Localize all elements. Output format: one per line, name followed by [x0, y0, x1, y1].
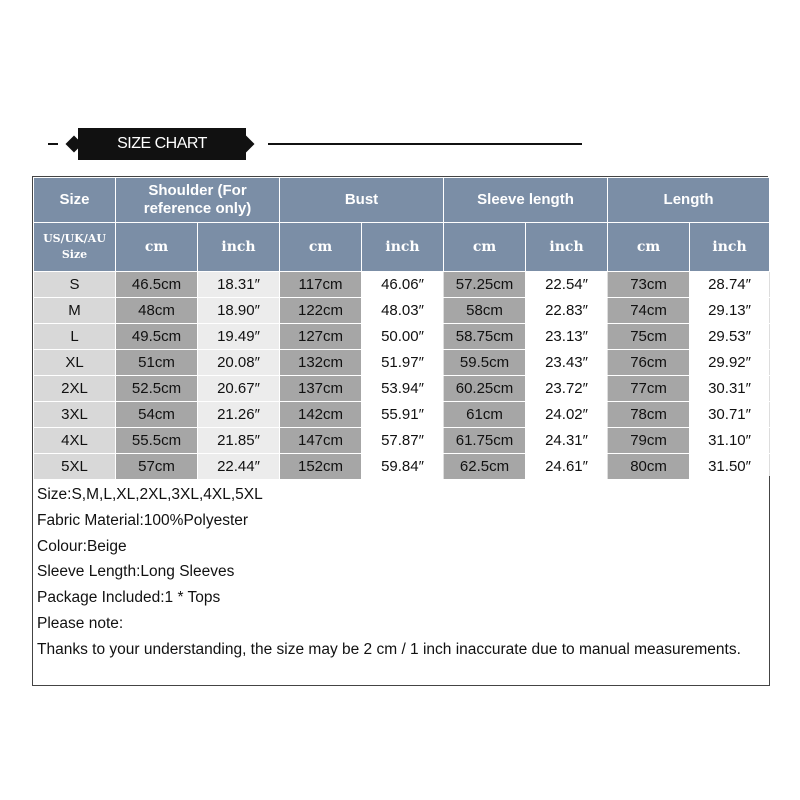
cell-shoulder-cm: 51cm — [116, 350, 198, 376]
size-label: Size — [61, 248, 88, 261]
us-uk-au-label: US/UK/AU — [43, 232, 106, 245]
cell-bust-inch: 57.87″ — [362, 428, 444, 454]
cell-shoulder-cm: 54cm — [116, 402, 198, 428]
unit-cm: cm — [116, 223, 198, 272]
cell-sleeve-inch: 23.43″ — [526, 350, 608, 376]
cell-bust-cm: 127cm — [280, 324, 362, 350]
cell-length-cm: 73cm — [608, 272, 690, 298]
cell-sleeve-inch: 22.83″ — [526, 298, 608, 324]
header-us-uk-au-size — [34, 223, 116, 272]
cell-shoulder-cm: 52.5cm — [116, 376, 198, 402]
cell-bust-cm: 152cm — [280, 454, 362, 480]
cell-size: M — [34, 298, 116, 324]
cell-shoulder-inch: 21.26″ — [198, 402, 280, 428]
cell-bust-cm: 147cm — [280, 428, 362, 454]
cell-length-inch: 29.92″ — [690, 350, 770, 376]
cell-shoulder-cm: 57cm — [116, 454, 198, 480]
cell-sleeve-inch: 24.02″ — [526, 402, 608, 428]
cell-size: 4XL — [34, 428, 116, 454]
decorative-dash — [48, 143, 58, 145]
cell-shoulder-inch: 20.08″ — [198, 350, 280, 376]
cell-bust-cm: 137cm — [280, 376, 362, 402]
cell-shoulder-inch: 18.90″ — [198, 298, 280, 324]
header-size: Size — [34, 178, 116, 223]
table-row — [34, 350, 770, 376]
cell-bust-inch: 51.97″ — [362, 350, 444, 376]
cell-bust-inch: 59.84″ — [362, 454, 444, 480]
cell-shoulder-cm: 48cm — [116, 298, 198, 324]
cell-sleeve-cm: 61.75cm — [444, 428, 526, 454]
info-fabric: Fabric Material:100%Polyester — [37, 511, 249, 529]
unit-cm: cm — [608, 223, 690, 272]
cell-shoulder-inch: 18.31″ — [198, 272, 280, 298]
cell-shoulder-cm: 55.5cm — [116, 428, 198, 454]
cell-length-cm: 79cm — [608, 428, 690, 454]
info-note-heading: Please note: — [37, 614, 124, 632]
cell-sleeve-inch: 22.54″ — [526, 272, 608, 298]
cell-sleeve-cm: 58cm — [444, 298, 526, 324]
cell-length-inch: 31.10″ — [690, 428, 770, 454]
unit-inch: inch — [362, 223, 444, 272]
cell-size: 5XL — [34, 454, 116, 480]
product-info-box — [32, 476, 770, 686]
cell-shoulder-inch: 19.49″ — [198, 324, 280, 350]
cell-sleeve-inch: 24.31″ — [526, 428, 608, 454]
info-sleeve-length: Sleeve Length:Long Sleeves — [37, 563, 235, 581]
cell-sleeve-inch: 23.72″ — [526, 376, 608, 402]
cell-sleeve-inch: 23.13″ — [526, 324, 608, 350]
cell-length-cm: 77cm — [608, 376, 690, 402]
unit-inch: inch — [198, 223, 280, 272]
table-row — [34, 324, 770, 350]
cell-shoulder-inch: 22.44″ — [198, 454, 280, 480]
cell-shoulder-inch: 21.85″ — [198, 428, 280, 454]
size-chart-table-container — [32, 176, 768, 476]
cell-sleeve-cm: 59.5cm — [444, 350, 526, 376]
cell-length-cm: 80cm — [608, 454, 690, 480]
info-colour: Colour:Beige — [37, 537, 127, 555]
table-row — [34, 428, 770, 454]
info-sizes: Size:S,M,L,XL,2XL,3XL,4XL,5XL — [37, 486, 263, 503]
cell-sleeve-cm: 57.25cm — [444, 272, 526, 298]
cell-size: 2XL — [34, 376, 116, 402]
cell-bust-cm: 142cm — [280, 402, 362, 428]
cell-length-inch: 30.71″ — [690, 402, 770, 428]
cell-size: L — [34, 324, 116, 350]
cell-length-inch: 30.31″ — [690, 376, 770, 402]
cell-size: XL — [34, 350, 116, 376]
cell-shoulder-cm: 46.5cm — [116, 272, 198, 298]
cell-bust-inch: 50.00″ — [362, 324, 444, 350]
cell-length-inch: 31.50″ — [690, 454, 770, 480]
cell-sleeve-inch: 24.61″ — [526, 454, 608, 480]
decorative-rule — [268, 143, 582, 145]
cell-bust-inch: 55.91″ — [362, 402, 444, 428]
header-bust: Bust — [280, 178, 444, 223]
size-chart-table — [33, 177, 770, 480]
table-row — [34, 272, 770, 298]
info-package: Package Included:1 * Tops — [37, 589, 221, 607]
table-row — [34, 376, 770, 402]
cell-length-cm: 74cm — [608, 298, 690, 324]
cell-bust-cm: 122cm — [280, 298, 362, 324]
unit-inch: inch — [526, 223, 608, 272]
cell-bust-inch: 46.06″ — [362, 272, 444, 298]
header-sleeve-length: Sleeve length — [444, 178, 608, 223]
size-chart-banner: SIZE CHART — [78, 128, 246, 160]
unit-cm: cm — [280, 223, 362, 272]
cell-size: S — [34, 272, 116, 298]
cell-bust-cm: 132cm — [280, 350, 362, 376]
header-length: Length — [608, 178, 770, 223]
table-row — [34, 402, 770, 428]
size-chart-body — [34, 272, 770, 480]
unit-cm: cm — [444, 223, 526, 272]
size-chart-title-row — [0, 124, 800, 164]
cell-length-cm: 76cm — [608, 350, 690, 376]
header-shoulder: Shoulder (For reference only) — [116, 178, 280, 223]
cell-bust-cm: 117cm — [280, 272, 362, 298]
cell-sleeve-cm: 60.25cm — [444, 376, 526, 402]
cell-shoulder-cm: 49.5cm — [116, 324, 198, 350]
cell-size: 3XL — [34, 402, 116, 428]
cell-sleeve-cm: 61cm — [444, 402, 526, 428]
info-note-text: Thanks to your understanding, the size may be 2 cm / 1 inch inaccurate due to manual measurements. — [37, 640, 741, 658]
cell-shoulder-inch: 20.67″ — [198, 376, 280, 402]
cell-length-inch: 28.74″ — [690, 272, 770, 298]
cell-length-inch: 29.53″ — [690, 324, 770, 350]
cell-bust-inch: 53.94″ — [362, 376, 444, 402]
cell-length-cm: 78cm — [608, 402, 690, 428]
table-row — [34, 298, 770, 324]
cell-sleeve-cm: 58.75cm — [444, 324, 526, 350]
cell-bust-inch: 48.03″ — [362, 298, 444, 324]
cell-length-inch: 29.13″ — [690, 298, 770, 324]
unit-inch: inch — [690, 223, 770, 272]
cell-sleeve-cm: 62.5cm — [444, 454, 526, 480]
cell-length-cm: 75cm — [608, 324, 690, 350]
